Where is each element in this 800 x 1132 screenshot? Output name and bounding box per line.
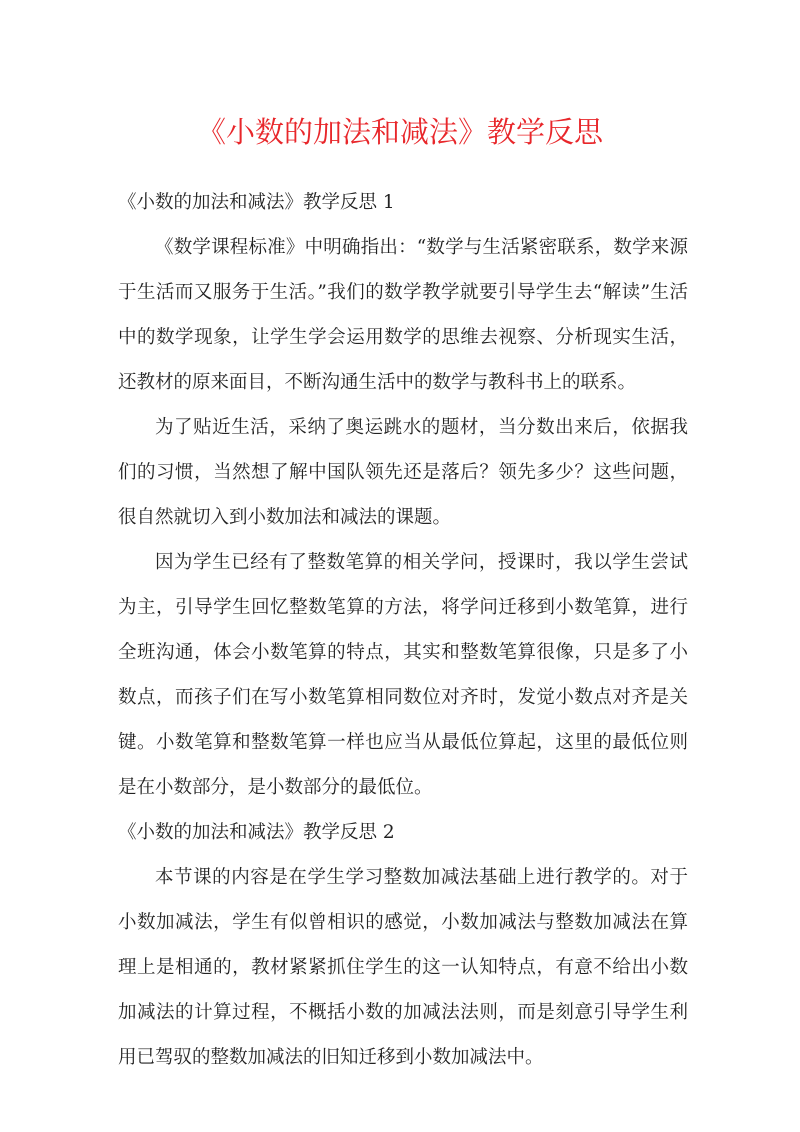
paragraph: 为了贴近生活，采纳了奥运跳水的题材，当分数出来后，依据我们的习惯，当然想了解中国队领先还是落后？领先多少？这些问题，很自然就切入到小数加法和减法的课题。 (118, 417, 688, 528)
paragraph: 因为学生已经有了整数笔算的相关学问，授课时，我以学生尝试为主，引导学生回忆整数笔算的方法，将学问迁移到小数笔算，进行全班沟通，体会小数笔算的特点，其实和整数笔算很像，只是多了小数点，而孩子们在写小数笔算相同数位对齐时，发觉小数点对齐是关键。小数笔算和整数笔算一样也应当从最低位算起，这里的最低位则是在小数部分，是小数部分的最低位。 (118, 552, 688, 798)
section-1 (118, 180, 688, 810)
section-heading: 《小数的加法和减法》教学反思 1 (118, 192, 395, 213)
paragraph: 《数学课程标准》中明确指出：“数学与生活紧密联系，数学来源于生活而又服务于生活。”我们的数学教学就要引导学生去“解读”生活中的数学现象，让学生学会运用数学的思维去视察、分析现实生活，还教材的原来面目，不断沟通生活中的数学与教科书上的联系。 (118, 237, 688, 393)
document-title: 《小数的加法和减法》教学反思 (196, 115, 603, 149)
section-heading: 《小数的加法和减法》教学反思 2 (118, 822, 395, 843)
section-2 (118, 810, 688, 1080)
document-body (118, 180, 688, 1080)
paragraph: 本节课的内容是在学生学习整数加减法基础上进行教学的。对于小数加减法，学生有似曾相识的感觉，小数加减法与整数加减法在算理上是相通的，教材紧紧抓住学生的这一认知特点，有意不给出小数加减法的计算过程，不概括小数的加减法法则，而是刻意引导学生利用已驾驭的整数加减法的旧知迁移到小数加减法中。 (118, 867, 688, 1068)
